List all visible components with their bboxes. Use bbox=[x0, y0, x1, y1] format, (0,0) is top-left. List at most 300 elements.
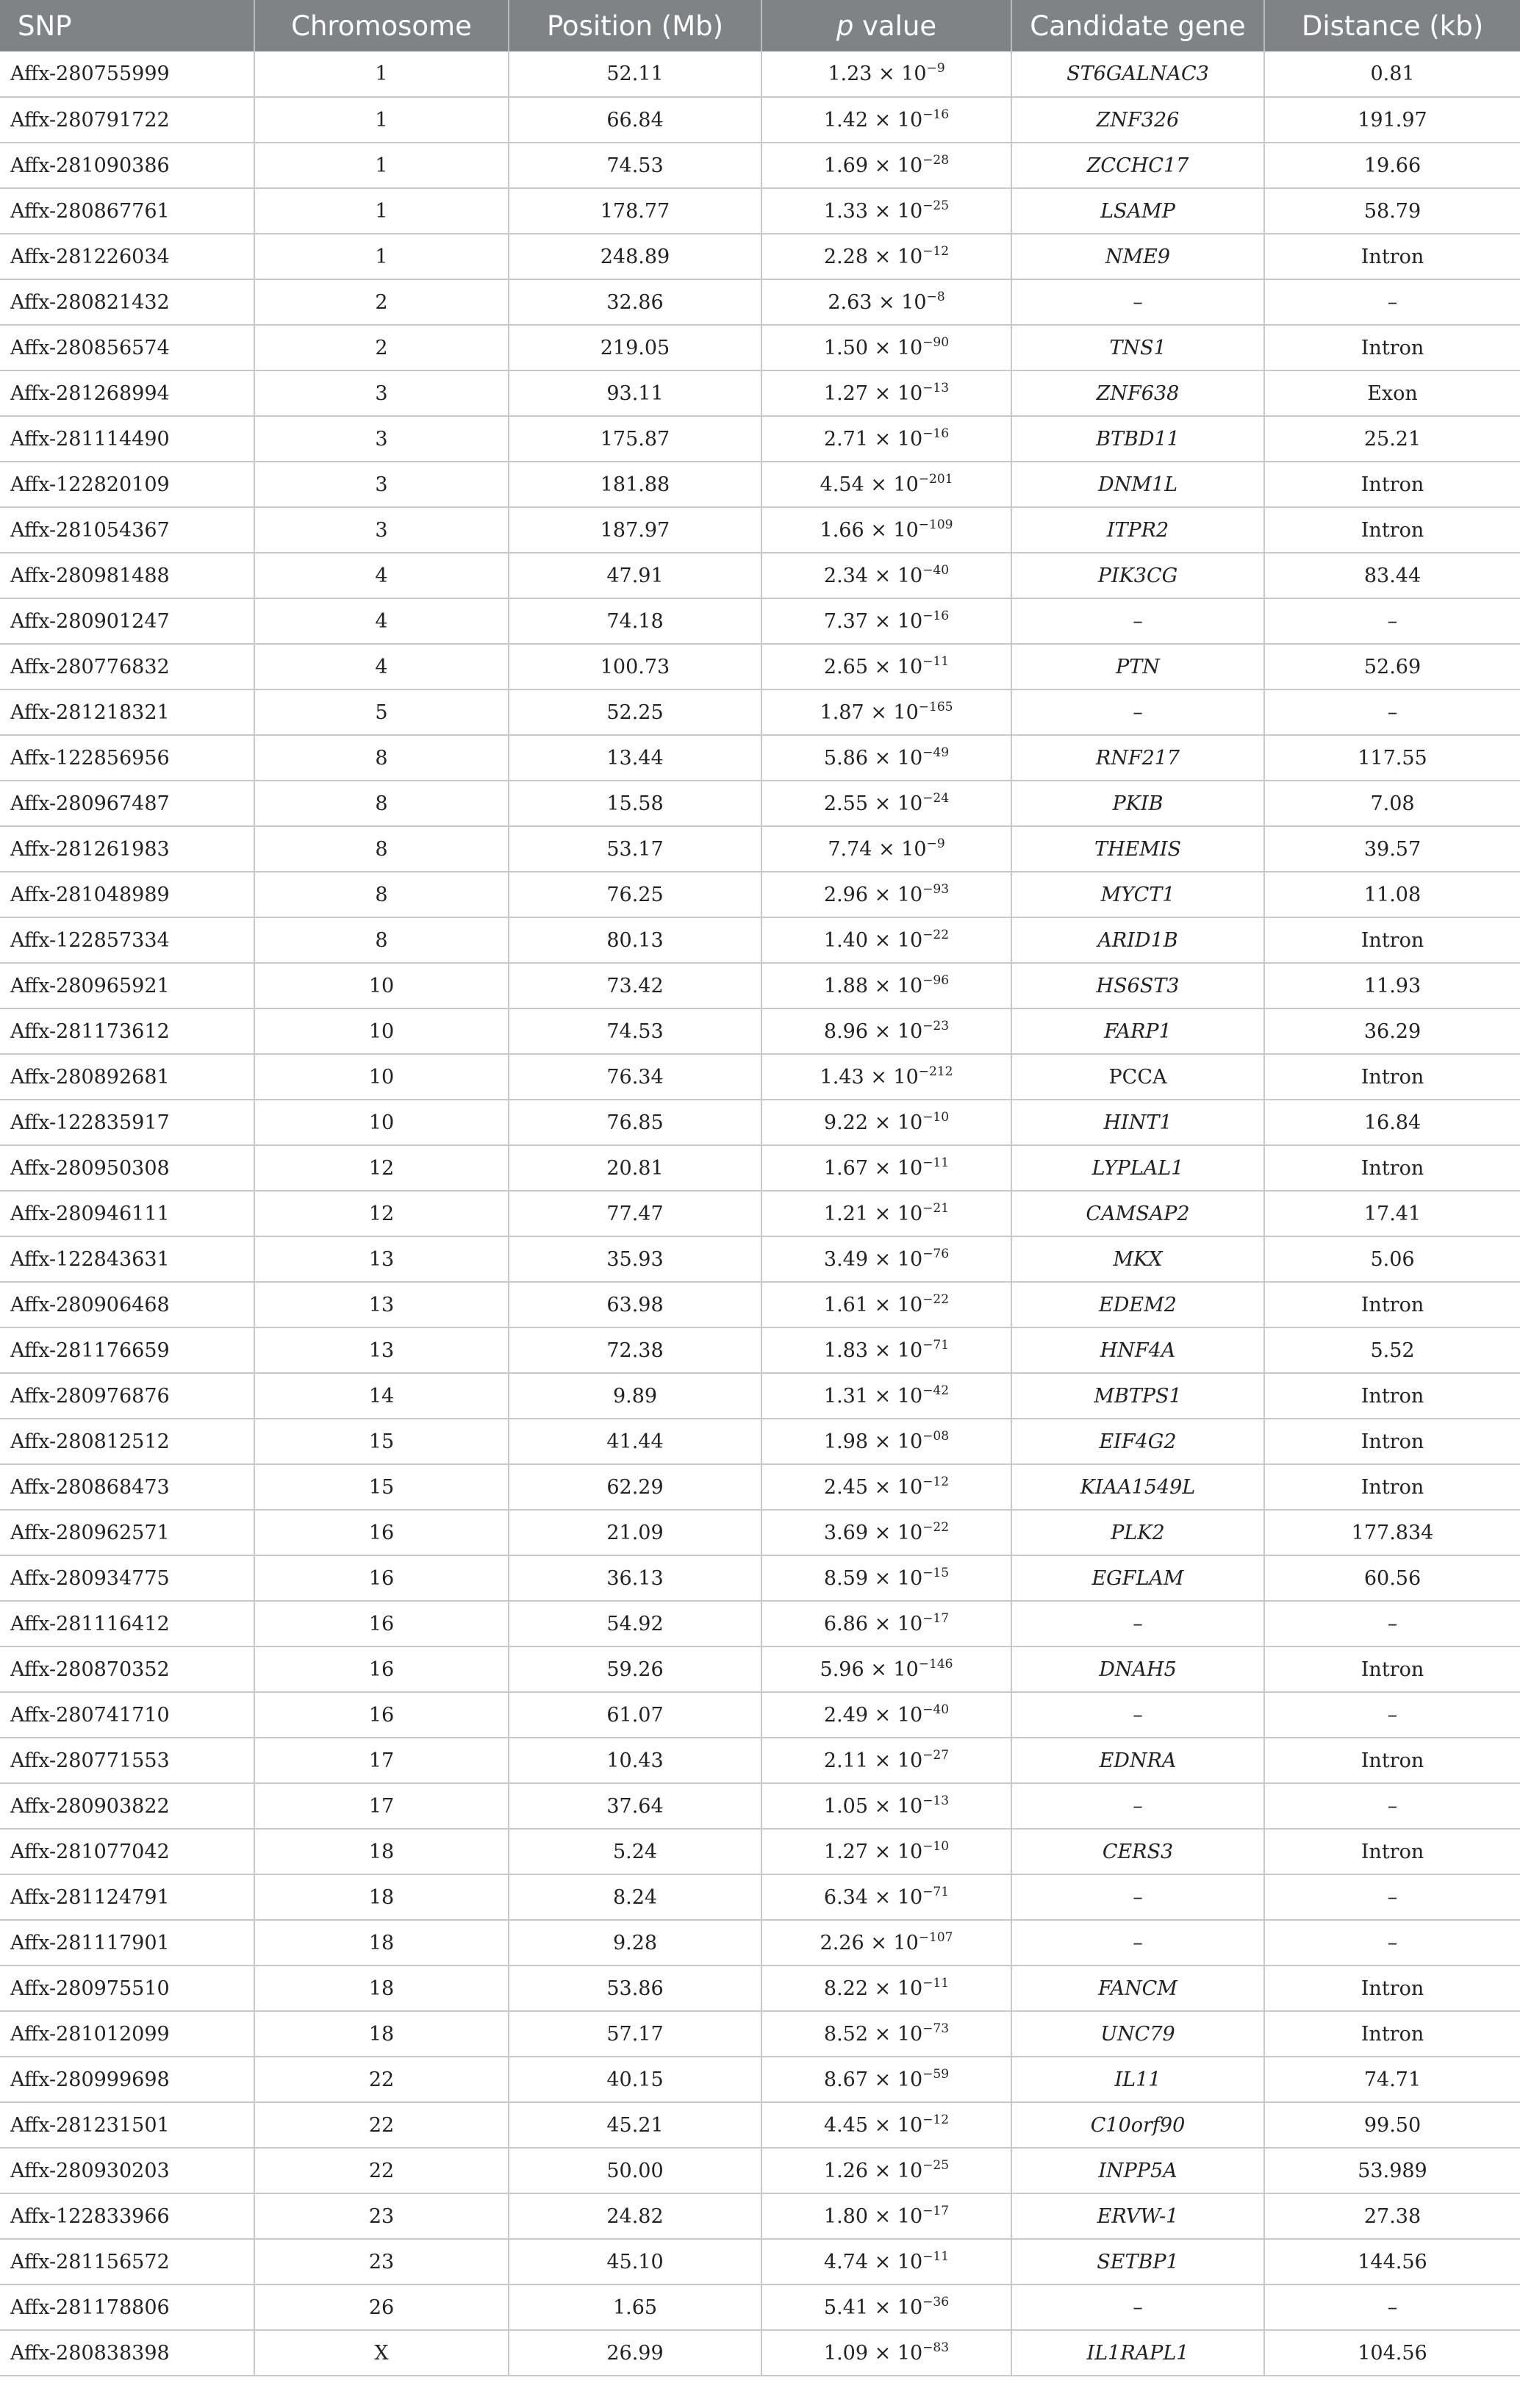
snp-cell: Affx-281090386 bbox=[0, 143, 254, 188]
table-row bbox=[0, 1236, 1520, 1282]
p-value-exponent: −12 bbox=[922, 1474, 950, 1489]
p-value-cell bbox=[761, 2193, 1011, 2239]
chromosome-cell: 10 bbox=[254, 963, 509, 1008]
chromosome-cell: 22 bbox=[254, 2102, 509, 2148]
p-value-exponent: −24 bbox=[922, 790, 950, 806]
table-row bbox=[0, 963, 1520, 1008]
candidate-gene-cell: ST6GALNAC3 bbox=[1011, 51, 1264, 97]
table-row bbox=[0, 1191, 1520, 1236]
candidate-gene-cell: SETBP1 bbox=[1011, 2239, 1264, 2285]
chromosome-cell: 1 bbox=[254, 97, 509, 143]
distance-cell: – bbox=[1264, 689, 1520, 735]
p-value-mantissa: 1.21 × 10 bbox=[823, 1202, 923, 1225]
candidate-gene-cell: RNF217 bbox=[1011, 735, 1264, 781]
position-cell: 35.93 bbox=[509, 1236, 761, 1282]
table-row bbox=[0, 826, 1520, 872]
p-value-cell bbox=[761, 2239, 1011, 2285]
snp-cell: Affx-122835917 bbox=[0, 1100, 254, 1145]
distance-cell: Intron bbox=[1264, 507, 1520, 553]
p-value-cell bbox=[761, 963, 1011, 1008]
candidate-gene-cell: PIK3CG bbox=[1011, 553, 1264, 598]
p-value-cell bbox=[761, 1373, 1011, 1419]
distance-cell: – bbox=[1264, 1692, 1520, 1738]
position-cell: 93.11 bbox=[509, 370, 761, 416]
p-value-cell bbox=[761, 462, 1011, 507]
distance-cell: 60.56 bbox=[1264, 1555, 1520, 1601]
distance-cell: 16.84 bbox=[1264, 1100, 1520, 1145]
p-value-cell bbox=[761, 97, 1011, 143]
p-value-cell bbox=[761, 1191, 1011, 1236]
p-value-exponent: −42 bbox=[922, 1383, 950, 1398]
p-value-cell bbox=[761, 1692, 1011, 1738]
table-row bbox=[0, 2102, 1520, 2148]
snp-cell: Affx-281178806 bbox=[0, 2285, 254, 2330]
p-value-mantissa: 2.45 × 10 bbox=[823, 1475, 923, 1499]
chromosome-cell: 14 bbox=[254, 1373, 509, 1419]
header-chromosome: Chromosome bbox=[254, 0, 509, 51]
p-value-cell bbox=[761, 1555, 1011, 1601]
snp-cell: Affx-280776832 bbox=[0, 644, 254, 689]
p-value-exponent: −11 bbox=[922, 1975, 950, 1990]
candidate-gene-cell: EDEM2 bbox=[1011, 1282, 1264, 1327]
distance-cell: 39.57 bbox=[1264, 826, 1520, 872]
p-value-mantissa: 5.41 × 10 bbox=[823, 2296, 923, 2319]
candidate-gene-cell: HNF4A bbox=[1011, 1327, 1264, 1373]
chromosome-cell: 4 bbox=[254, 644, 509, 689]
p-value-mantissa: 1.67 × 10 bbox=[823, 1156, 923, 1180]
candidate-gene-cell: EGFLAM bbox=[1011, 1555, 1264, 1601]
table-row bbox=[0, 1738, 1520, 1783]
chromosome-cell: 23 bbox=[254, 2193, 509, 2239]
table-row bbox=[0, 644, 1520, 689]
distance-cell: 58.79 bbox=[1264, 188, 1520, 234]
position-cell: 54.92 bbox=[509, 1601, 761, 1646]
candidate-gene-cell: LYPLAL1 bbox=[1011, 1145, 1264, 1191]
candidate-gene-cell: – bbox=[1011, 279, 1264, 325]
p-value-mantissa: 1.87 × 10 bbox=[820, 700, 919, 724]
p-value-cell bbox=[761, 1464, 1011, 1510]
chromosome-cell: 10 bbox=[254, 1054, 509, 1100]
table-row bbox=[0, 1373, 1520, 1419]
chromosome-cell: 4 bbox=[254, 553, 509, 598]
header-p-rest: value bbox=[853, 10, 937, 42]
snp-cell: Affx-280976876 bbox=[0, 1373, 254, 1419]
position-cell: 74.53 bbox=[509, 1008, 761, 1054]
p-value-exponent: −36 bbox=[922, 2294, 950, 2310]
header-p-value bbox=[761, 0, 1011, 51]
snp-cell: Affx-280892681 bbox=[0, 1054, 254, 1100]
snp-cell: Affx-280791722 bbox=[0, 97, 254, 143]
p-value-cell bbox=[761, 689, 1011, 735]
p-value-cell bbox=[761, 1646, 1011, 1692]
position-cell: 76.85 bbox=[509, 1100, 761, 1145]
p-value-cell bbox=[761, 1510, 1011, 1555]
p-value-exponent: −107 bbox=[918, 1929, 953, 1945]
chromosome-cell: 23 bbox=[254, 2239, 509, 2285]
chromosome-cell: 13 bbox=[254, 1282, 509, 1327]
p-value-mantissa: 8.96 × 10 bbox=[823, 1020, 923, 1043]
p-value-exponent: −109 bbox=[918, 517, 953, 532]
p-value-cell bbox=[761, 1920, 1011, 1966]
distance-cell: Intron bbox=[1264, 1829, 1520, 1874]
table-row bbox=[0, 689, 1520, 735]
table-row bbox=[0, 462, 1520, 507]
chromosome-cell: 16 bbox=[254, 1646, 509, 1692]
chromosome-cell: 18 bbox=[254, 1829, 509, 1874]
p-value-exponent: −23 bbox=[922, 1018, 950, 1033]
table-body bbox=[0, 51, 1520, 2376]
p-value-mantissa: 8.59 × 10 bbox=[823, 1566, 923, 1590]
position-cell: 52.11 bbox=[509, 51, 761, 97]
candidate-gene-cell: LSAMP bbox=[1011, 188, 1264, 234]
distance-cell: 0.81 bbox=[1264, 51, 1520, 97]
p-value-mantissa: 1.43 × 10 bbox=[820, 1065, 919, 1089]
snp-cell: Affx-281117901 bbox=[0, 1920, 254, 1966]
p-value-cell bbox=[761, 1419, 1011, 1464]
p-value-mantissa: 1.40 × 10 bbox=[823, 928, 923, 952]
p-value-exponent: −201 bbox=[918, 471, 953, 487]
table-row bbox=[0, 872, 1520, 917]
distance-cell: Intron bbox=[1264, 1054, 1520, 1100]
position-cell: 50.00 bbox=[509, 2148, 761, 2193]
position-cell: 9.89 bbox=[509, 1373, 761, 1419]
chromosome-cell: 8 bbox=[254, 872, 509, 917]
p-value-cell bbox=[761, 826, 1011, 872]
distance-cell: Intron bbox=[1264, 325, 1520, 370]
candidate-gene-cell: C10orf90 bbox=[1011, 2102, 1264, 2148]
p-value-exponent: −9 bbox=[926, 836, 945, 851]
p-value-exponent: −27 bbox=[922, 1747, 950, 1763]
snp-cell: Affx-281268994 bbox=[0, 370, 254, 416]
distance-cell: Intron bbox=[1264, 1966, 1520, 2011]
p-value-exponent: −10 bbox=[922, 1838, 950, 1854]
snp-cell: Affx-280741710 bbox=[0, 1692, 254, 1738]
p-value-cell bbox=[761, 598, 1011, 644]
distance-cell: 11.08 bbox=[1264, 872, 1520, 917]
distance-cell: 117.55 bbox=[1264, 735, 1520, 781]
position-cell: 36.13 bbox=[509, 1555, 761, 1601]
p-value-mantissa: 1.88 × 10 bbox=[823, 974, 923, 997]
p-value-exponent: −40 bbox=[922, 1702, 950, 1717]
p-value-exponent: −16 bbox=[922, 426, 950, 441]
candidate-gene-cell: HINT1 bbox=[1011, 1100, 1264, 1145]
table-row bbox=[0, 51, 1520, 97]
distance-cell: Exon bbox=[1264, 370, 1520, 416]
p-value-cell bbox=[761, 2330, 1011, 2376]
p-value-exponent: −83 bbox=[922, 2340, 950, 2355]
distance-cell: Intron bbox=[1264, 917, 1520, 963]
table-row bbox=[0, 234, 1520, 279]
table-row bbox=[0, 2057, 1520, 2102]
chromosome-cell: 18 bbox=[254, 1966, 509, 2011]
candidate-gene-cell: ZCCHC17 bbox=[1011, 143, 1264, 188]
p-value-mantissa: 1.23 × 10 bbox=[828, 62, 927, 85]
distance-cell: 25.21 bbox=[1264, 416, 1520, 462]
chromosome-cell: 3 bbox=[254, 416, 509, 462]
table-row bbox=[0, 188, 1520, 234]
p-value-exponent: −16 bbox=[922, 608, 950, 623]
table-row bbox=[0, 1419, 1520, 1464]
p-value-cell bbox=[761, 917, 1011, 963]
distance-cell: 36.29 bbox=[1264, 1008, 1520, 1054]
snp-cell: Affx-280906468 bbox=[0, 1282, 254, 1327]
distance-cell: 191.97 bbox=[1264, 97, 1520, 143]
chromosome-cell: 22 bbox=[254, 2148, 509, 2193]
table-row bbox=[0, 1646, 1520, 1692]
p-value-mantissa: 2.63 × 10 bbox=[828, 290, 927, 314]
p-value-exponent: −11 bbox=[922, 653, 950, 669]
position-cell: 62.29 bbox=[509, 1464, 761, 1510]
snp-cell: Affx-280812512 bbox=[0, 1419, 254, 1464]
table-row bbox=[0, 1966, 1520, 2011]
position-cell: 45.10 bbox=[509, 2239, 761, 2285]
p-value-mantissa: 2.26 × 10 bbox=[820, 1931, 919, 1954]
snp-cell: Affx-280755999 bbox=[0, 51, 254, 97]
p-value-cell bbox=[761, 143, 1011, 188]
snp-cell: Affx-280967487 bbox=[0, 781, 254, 826]
p-value-mantissa: 2.55 × 10 bbox=[823, 792, 923, 815]
p-value-exponent: −10 bbox=[922, 1109, 950, 1125]
chromosome-cell: 8 bbox=[254, 781, 509, 826]
distance-cell: 27.38 bbox=[1264, 2193, 1520, 2239]
p-value-mantissa: 2.34 × 10 bbox=[823, 564, 923, 587]
position-cell: 10.43 bbox=[509, 1738, 761, 1783]
position-cell: 181.88 bbox=[509, 462, 761, 507]
position-cell: 100.73 bbox=[509, 644, 761, 689]
table-row bbox=[0, 416, 1520, 462]
position-cell: 15.58 bbox=[509, 781, 761, 826]
header-position: Position (Mb) bbox=[509, 0, 761, 51]
chromosome-cell: 4 bbox=[254, 598, 509, 644]
distance-cell: 5.52 bbox=[1264, 1327, 1520, 1373]
p-value-mantissa: 4.74 × 10 bbox=[823, 2250, 923, 2273]
table-row bbox=[0, 325, 1520, 370]
distance-cell: 144.56 bbox=[1264, 2239, 1520, 2285]
table-row bbox=[0, 370, 1520, 416]
snp-cell: Affx-280930203 bbox=[0, 2148, 254, 2193]
p-value-cell bbox=[761, 279, 1011, 325]
snp-cell: Affx-280856574 bbox=[0, 325, 254, 370]
p-value-exponent: −11 bbox=[922, 1155, 950, 1170]
distance-cell: 5.06 bbox=[1264, 1236, 1520, 1282]
p-value-cell bbox=[761, 1601, 1011, 1646]
distance-cell: 11.93 bbox=[1264, 963, 1520, 1008]
p-value-exponent: −96 bbox=[922, 972, 950, 988]
snp-cell: Affx-122843631 bbox=[0, 1236, 254, 1282]
p-value-cell bbox=[761, 2057, 1011, 2102]
snp-cell: Affx-280975510 bbox=[0, 1966, 254, 2011]
p-value-cell bbox=[761, 2285, 1011, 2330]
p-value-mantissa: 1.42 × 10 bbox=[823, 108, 923, 132]
snp-cell: Affx-281077042 bbox=[0, 1829, 254, 1874]
position-cell: 21.09 bbox=[509, 1510, 761, 1555]
p-value-mantissa: 1.80 × 10 bbox=[823, 2204, 923, 2228]
position-cell: 9.28 bbox=[509, 1920, 761, 1966]
header-snp: SNP bbox=[0, 0, 254, 51]
p-value-cell bbox=[761, 2011, 1011, 2057]
candidate-gene-cell: – bbox=[1011, 689, 1264, 735]
snp-cell: Affx-280870352 bbox=[0, 1646, 254, 1692]
distance-cell: – bbox=[1264, 1920, 1520, 1966]
p-value-exponent: −9 bbox=[926, 61, 945, 76]
p-value-mantissa: 3.49 × 10 bbox=[823, 1247, 923, 1271]
snp-cell: Affx-281261983 bbox=[0, 826, 254, 872]
chromosome-cell: 16 bbox=[254, 1510, 509, 1555]
p-value-cell bbox=[761, 188, 1011, 234]
candidate-gene-cell: HS6ST3 bbox=[1011, 963, 1264, 1008]
position-cell: 20.81 bbox=[509, 1145, 761, 1191]
p-value-exponent: −13 bbox=[922, 380, 950, 395]
candidate-gene-cell: PKIB bbox=[1011, 781, 1264, 826]
p-value-cell bbox=[761, 370, 1011, 416]
position-cell: 66.84 bbox=[509, 97, 761, 143]
position-cell: 45.21 bbox=[509, 2102, 761, 2148]
p-value-mantissa: 2.71 × 10 bbox=[823, 427, 923, 451]
chromosome-cell: 2 bbox=[254, 325, 509, 370]
p-value-mantissa: 2.65 × 10 bbox=[823, 655, 923, 678]
snp-cell: Affx-281173612 bbox=[0, 1008, 254, 1054]
chromosome-cell: 2 bbox=[254, 279, 509, 325]
snp-cell: Affx-280946111 bbox=[0, 1191, 254, 1236]
distance-cell: 83.44 bbox=[1264, 553, 1520, 598]
distance-cell: 7.08 bbox=[1264, 781, 1520, 826]
p-value-exponent: −40 bbox=[922, 562, 950, 578]
distance-cell: Intron bbox=[1264, 1282, 1520, 1327]
candidate-gene-cell: BTBD11 bbox=[1011, 416, 1264, 462]
snp-cell: Affx-122820109 bbox=[0, 462, 254, 507]
position-cell: 74.53 bbox=[509, 143, 761, 188]
candidate-gene-cell: IL11 bbox=[1011, 2057, 1264, 2102]
p-value-exponent: −76 bbox=[922, 1246, 950, 1261]
chromosome-cell: 18 bbox=[254, 1920, 509, 1966]
p-value-mantissa: 7.37 × 10 bbox=[823, 609, 923, 633]
p-value-mantissa: 5.96 × 10 bbox=[820, 1658, 919, 1681]
distance-cell: Intron bbox=[1264, 1373, 1520, 1419]
p-value-cell bbox=[761, 507, 1011, 553]
candidate-gene-cell: – bbox=[1011, 598, 1264, 644]
p-value-exponent: −25 bbox=[922, 198, 950, 213]
position-cell: 61.07 bbox=[509, 1692, 761, 1738]
table-row bbox=[0, 1145, 1520, 1191]
position-cell: 1.65 bbox=[509, 2285, 761, 2330]
p-value-cell bbox=[761, 1008, 1011, 1054]
snp-cell: Affx-280771553 bbox=[0, 1738, 254, 1783]
candidate-gene-cell: CERS3 bbox=[1011, 1829, 1264, 1874]
candidate-gene-cell: – bbox=[1011, 2285, 1264, 2330]
candidate-gene-cell: INPP5A bbox=[1011, 2148, 1264, 2193]
p-value-mantissa: 8.52 × 10 bbox=[823, 2022, 923, 2046]
snp-cell: Affx-280950308 bbox=[0, 1145, 254, 1191]
p-value-mantissa: 1.09 × 10 bbox=[823, 2341, 923, 2365]
chromosome-cell: 8 bbox=[254, 735, 509, 781]
p-value-cell bbox=[761, 1738, 1011, 1783]
chromosome-cell: 1 bbox=[254, 143, 509, 188]
p-value-exponent: −8 bbox=[926, 289, 945, 304]
p-value-exponent: −08 bbox=[922, 1428, 950, 1444]
p-value-exponent: −25 bbox=[922, 2157, 950, 2173]
table-header bbox=[0, 0, 1520, 51]
snp-cell: Affx-281116412 bbox=[0, 1601, 254, 1646]
table-row bbox=[0, 2239, 1520, 2285]
position-cell: 76.34 bbox=[509, 1054, 761, 1100]
chromosome-cell: 16 bbox=[254, 1601, 509, 1646]
distance-cell: 53.989 bbox=[1264, 2148, 1520, 2193]
chromosome-cell: 16 bbox=[254, 1555, 509, 1601]
p-value-mantissa: 6.86 × 10 bbox=[823, 1612, 923, 1635]
snp-cell: Affx-281218321 bbox=[0, 689, 254, 735]
table-row bbox=[0, 1100, 1520, 1145]
distance-cell: Intron bbox=[1264, 234, 1520, 279]
position-cell: 37.64 bbox=[509, 1783, 761, 1829]
position-cell: 53.17 bbox=[509, 826, 761, 872]
distance-cell: Intron bbox=[1264, 1145, 1520, 1191]
snp-cell: Affx-281124791 bbox=[0, 1874, 254, 1920]
candidate-gene-cell: ARID1B bbox=[1011, 917, 1264, 963]
position-cell: 8.24 bbox=[509, 1874, 761, 1920]
p-value-exponent: −22 bbox=[922, 1291, 950, 1307]
snp-cell: Affx-122857334 bbox=[0, 917, 254, 963]
header-distance: Distance (kb) bbox=[1301, 10, 1484, 42]
table-row bbox=[0, 1692, 1520, 1738]
position-cell: 178.77 bbox=[509, 188, 761, 234]
snp-cell: Affx-281054367 bbox=[0, 507, 254, 553]
p-value-cell bbox=[761, 1282, 1011, 1327]
distance-cell: 52.69 bbox=[1264, 644, 1520, 689]
p-value-mantissa: 8.22 × 10 bbox=[823, 1977, 923, 2000]
table-row bbox=[0, 1282, 1520, 1327]
p-value-exponent: −22 bbox=[922, 927, 950, 942]
snp-cell: Affx-280981488 bbox=[0, 553, 254, 598]
p-value-mantissa: 1.31 × 10 bbox=[823, 1384, 923, 1408]
p-value-exponent: −13 bbox=[922, 1793, 950, 1808]
p-value-exponent: −17 bbox=[922, 2203, 950, 2218]
chromosome-cell: 5 bbox=[254, 689, 509, 735]
p-value-mantissa: 1.27 × 10 bbox=[823, 1840, 923, 1863]
chromosome-cell: 26 bbox=[254, 2285, 509, 2330]
table-row bbox=[0, 1008, 1520, 1054]
candidate-gene-cell: FANCM bbox=[1011, 1966, 1264, 2011]
candidate-gene-cell: – bbox=[1011, 1601, 1264, 1646]
chromosome-cell: 16 bbox=[254, 1692, 509, 1738]
position-cell: 32.86 bbox=[509, 279, 761, 325]
candidate-gene-cell: – bbox=[1011, 1692, 1264, 1738]
chromosome-cell: 12 bbox=[254, 1145, 509, 1191]
p-value-cell bbox=[761, 1966, 1011, 2011]
p-value-cell bbox=[761, 1327, 1011, 1373]
distance-cell: – bbox=[1264, 598, 1520, 644]
chromosome-cell: 3 bbox=[254, 370, 509, 416]
candidate-gene-cell: MBTPS1 bbox=[1011, 1373, 1264, 1419]
p-value-exponent: −12 bbox=[922, 243, 950, 259]
chromosome-cell: 22 bbox=[254, 2057, 509, 2102]
table-row bbox=[0, 2193, 1520, 2239]
candidate-gene-cell: TNS1 bbox=[1011, 325, 1264, 370]
chromosome-cell: 3 bbox=[254, 462, 509, 507]
p-value-cell bbox=[761, 234, 1011, 279]
table-row bbox=[0, 507, 1520, 553]
snp-cell: Affx-280868473 bbox=[0, 1464, 254, 1510]
chromosome-cell: 18 bbox=[254, 1874, 509, 1920]
p-value-mantissa: 1.27 × 10 bbox=[823, 381, 923, 405]
snp-cell: Affx-281226034 bbox=[0, 234, 254, 279]
snp-cell: Affx-122833966 bbox=[0, 2193, 254, 2239]
p-value-cell bbox=[761, 1236, 1011, 1282]
table-row bbox=[0, 1464, 1520, 1510]
distance-cell: Intron bbox=[1264, 1738, 1520, 1783]
candidate-gene-cell: FARP1 bbox=[1011, 1008, 1264, 1054]
p-value-cell bbox=[761, 51, 1011, 97]
p-value-exponent: −15 bbox=[922, 1565, 950, 1580]
